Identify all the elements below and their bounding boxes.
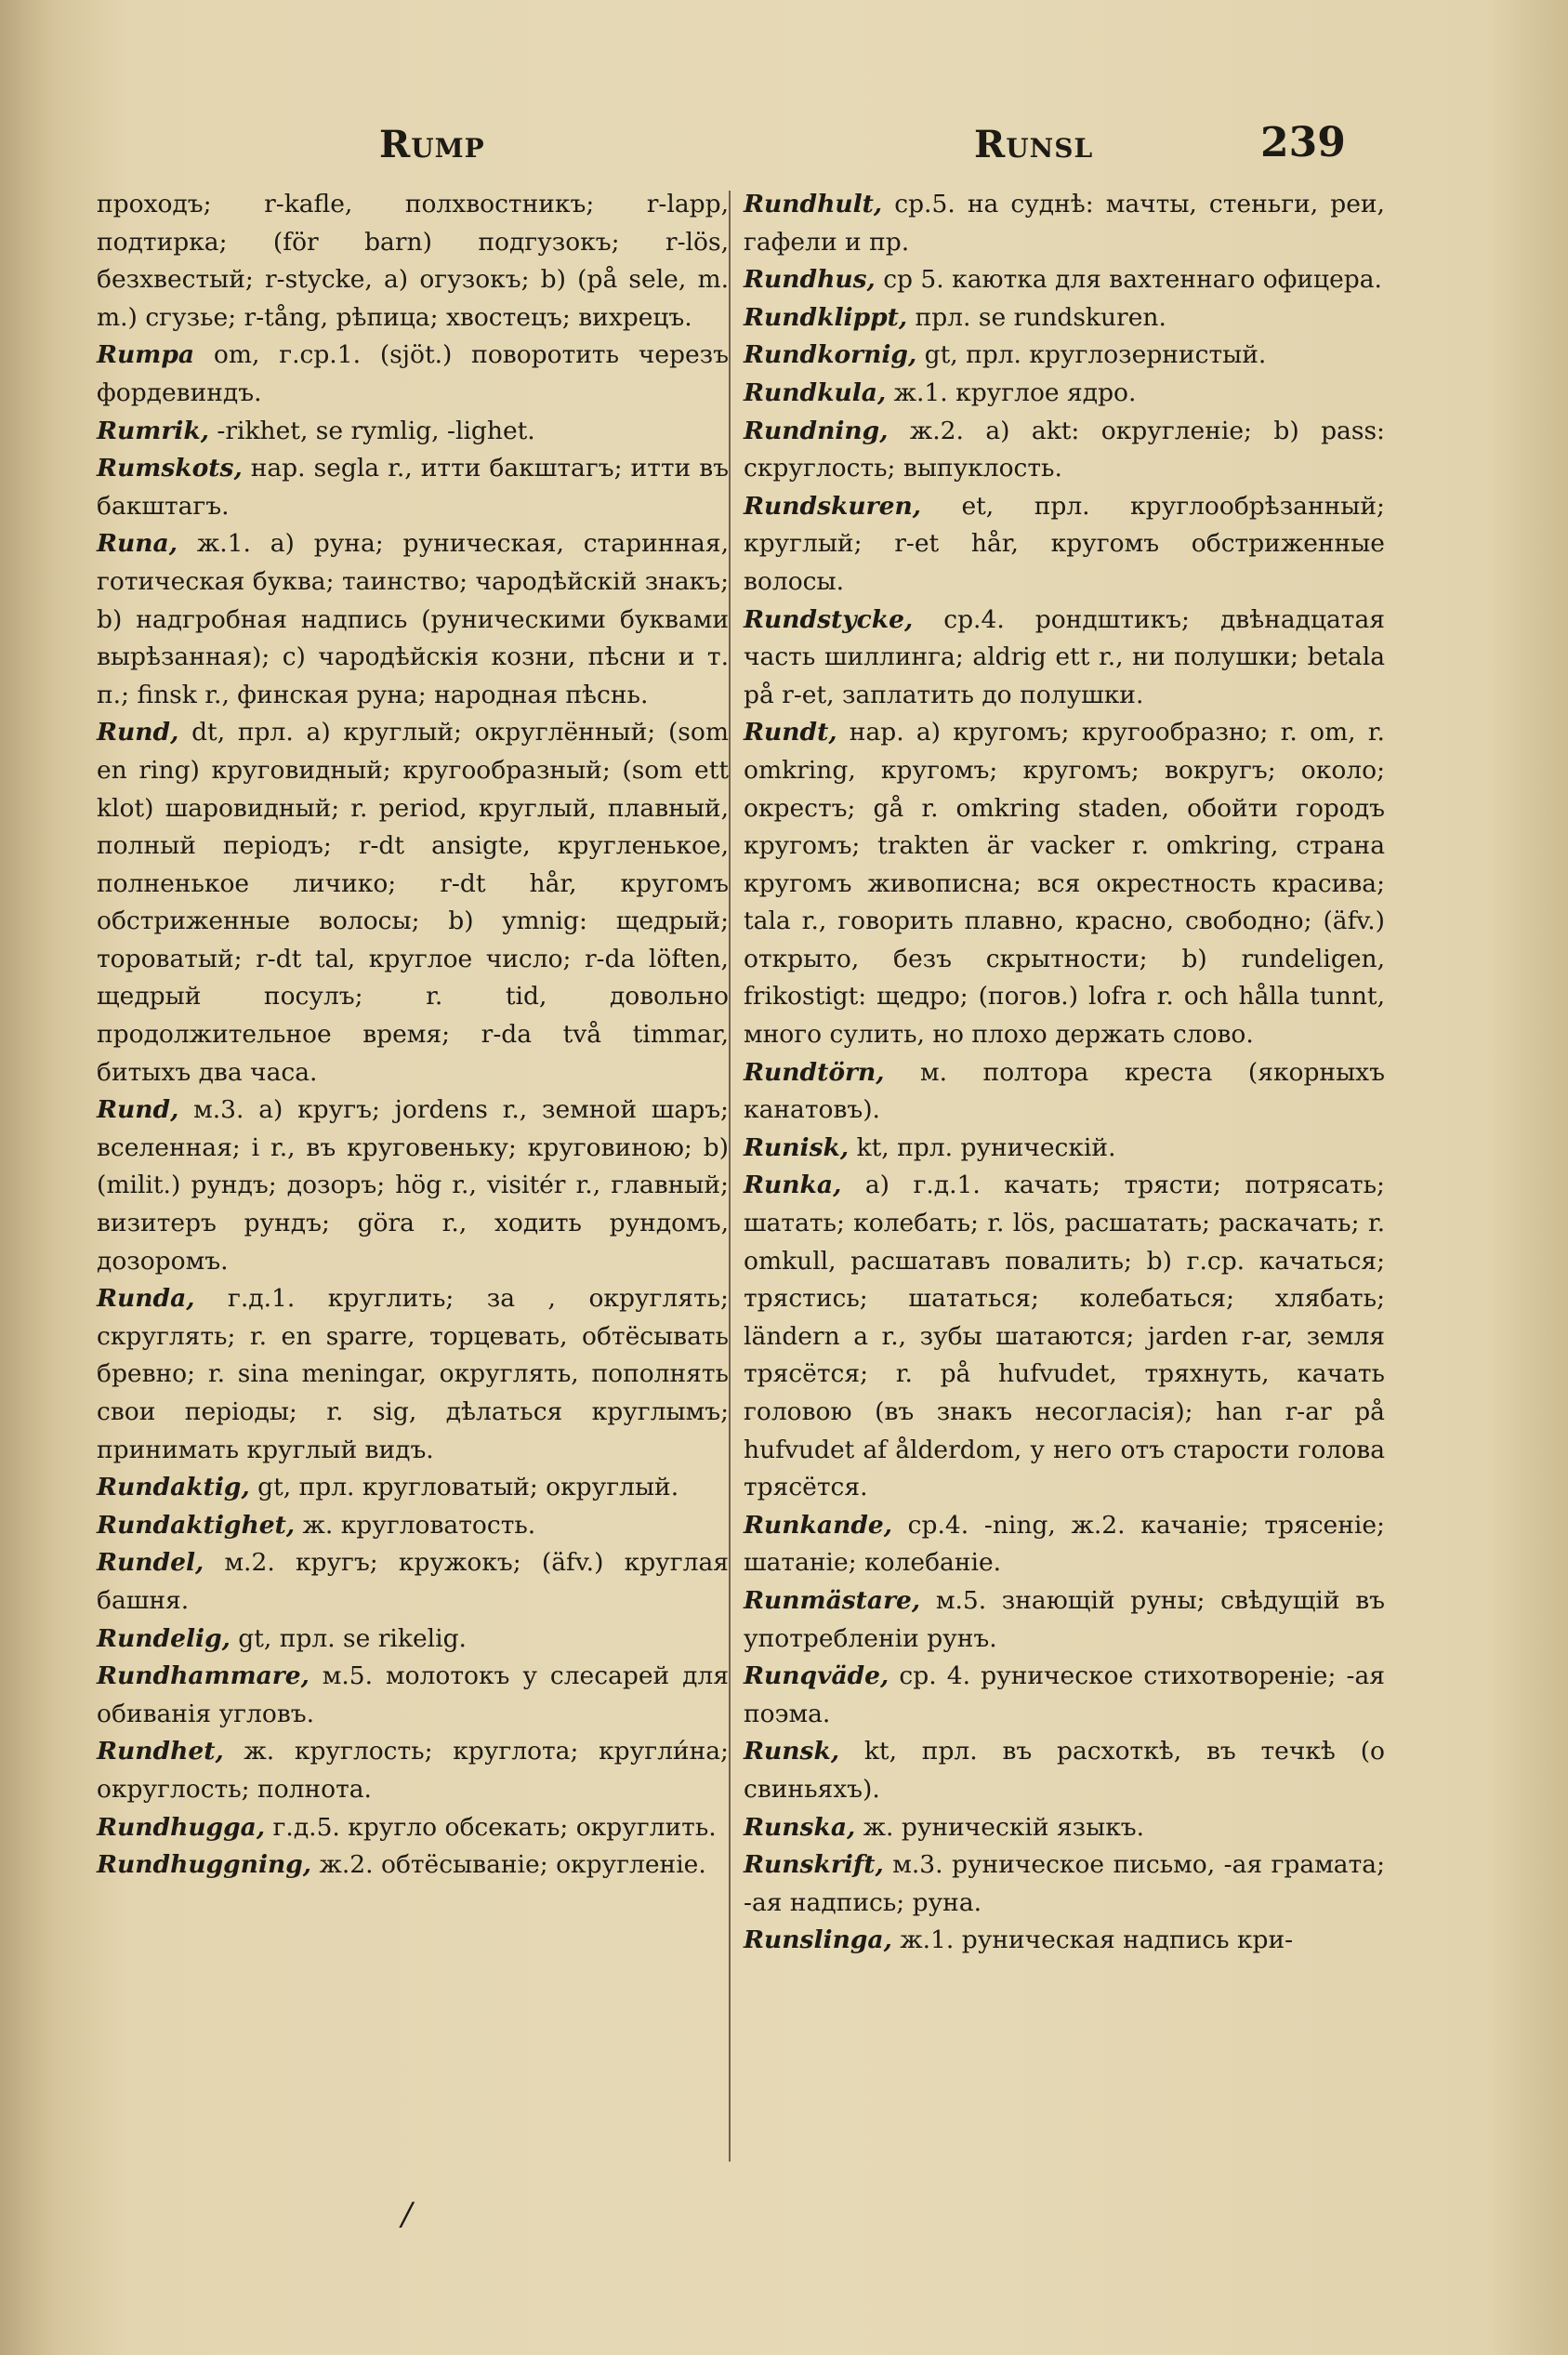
dictionary-entry: [97, 450, 729, 525]
entry-headword: Rumskots,: [97, 454, 243, 483]
entry-headword: Rundhammare,: [97, 1661, 310, 1691]
dictionary-entry: [97, 1733, 729, 1808]
entry-definition: ср.5. на суднѣ: мачты, стеньги, реи, гафели и пр.: [744, 190, 1385, 257]
page-number: 239: [1260, 119, 1346, 166]
dictionary-entry: [744, 1733, 1385, 1808]
entry-definition: a) г.д.1. качать; трясти; потрясать; шатать; колебать; r. lös, расшатать; раскачать; r. omkull, расшатавъ повалить; b) г.ср. качаться; трястись; шататься; колебаться; хлябать; ländern а r., зубы шатаются; jarden r-ar, земля трясётся; r. på hufvudet, тряхнуть, качать головою (въ знакъ несогласія); han r-ar på hufvudet af ålderdom, у него отъ старости голова трясётся.: [744, 1171, 1385, 1502]
entry-definition: г.д.1. круглить; за , округлять; скруглять; r. en sparre, торцевать, обтёсывать бревно; r. sina meningar, округлять, пополнять свои періоды; r. sig, дѣлаться круглымъ; принимать круглый видъ.: [97, 1284, 729, 1464]
dictionary-entry: [744, 714, 1385, 1053]
entry-definition: нар. a) кругомъ; кругообразно; r. om, r. omkring, кругомъ; кругомъ; вокругъ; около; окрестъ; gå r. omkring staden, обойти городъ кругомъ; trakten är vacker r. omkring, страна кругомъ живописна; вся окрестность красива; tala r., говорить плавно, красно, свободно; (äfv.) открыто, безъ скрытности; b) rundeligen, frikostigt: щедро; (погов.) lofra r. och hålla tunnt, много сулить, но плохо держать слово.: [744, 718, 1385, 1050]
entry-headword: Runda,: [97, 1284, 195, 1314]
entry-headword: Rumpa: [97, 340, 195, 370]
entry-headword: Runslinga,: [744, 1925, 892, 1955]
entry-headword: Rundning,: [744, 416, 889, 445]
entry-headword: Rundskuren,: [744, 491, 921, 521]
entry-definition: -rikhet, se rymlig, -lighet.: [217, 416, 535, 445]
entry-definition: kt, прл. руническій.: [856, 1132, 1116, 1162]
entry-headword: Rundhult,: [744, 190, 883, 218]
entry-headword: Rundhuggning,: [97, 1850, 312, 1880]
entry-definition: ж.1. круглое ядро.: [893, 377, 1137, 407]
running-head: [0, 113, 1568, 169]
right-column: [744, 186, 1385, 1960]
entry-headword: Runka,: [744, 1171, 842, 1200]
entry-definition: dt, прл. a) круглый; округлённый; (som en ring) круговидный; кругообразный; (som ett klot) шаровидный; r. period, круглый, плавный, полный періодъ; r-dt ansigte, кругленькое, полненькое личико; r-dt hår, кругомъ обстриженные волосы; b) ymnig: щедрый; тороватый; r-dt tal, круглое число; r-da löften, щедрый посулъ; r. tid, довольно продолжительное время; r-da två timmar, битыхъ два часа.: [97, 718, 729, 1087]
entry-headword: Runskrift,: [744, 1850, 884, 1880]
entry-headword: Runqväde,: [744, 1661, 889, 1691]
column-divider: [729, 191, 731, 2162]
entry-headword: Rundt,: [744, 718, 837, 748]
entry-definition: г.д.5. кругло обсекать; округлить.: [272, 1812, 717, 1842]
entry-headword: Rundhus,: [744, 265, 876, 295]
running-head-left: Rump: [379, 123, 485, 166]
entry-headword: Rumrik,: [97, 416, 209, 445]
dictionary-entry: [744, 488, 1385, 602]
dictionary-entry: [97, 1092, 729, 1280]
dictionary-entry: [744, 186, 1385, 261]
dictionary-entry: [97, 525, 729, 714]
dictionary-entry: [744, 375, 1385, 413]
entry-headword: Runska,: [744, 1812, 856, 1842]
entry-definition: gt, прл. круглозернистый.: [924, 340, 1267, 370]
entry-headword: Rundkula,: [744, 377, 887, 407]
dictionary-entry: [97, 1621, 729, 1659]
running-head-right: Runsl: [974, 123, 1094, 166]
entry-definition: м.3. a) кругъ; jordens r., земной шаръ; вселенная; i r., въ круговеньку; круговиною; b) (milit.) рундъ; дозоръ; hög r., visitér r., главный; визитеръ рундъ; göra r., ходить рундомъ, дозоромъ.: [97, 1095, 729, 1276]
entry-definition: проходъ; r-kafle, полхвостникъ; r-lapp, подтирка; (för barn) подгузокъ; r-lös, безхвестый; r-stycke, a) огузокъ; b) (på sele, m. m.) сгузье; r-tång, рѣпица; хвостецъ; вихрецъ.: [97, 190, 729, 332]
entry-definition: ж.1. руническая надпись кри-: [900, 1925, 1294, 1955]
entry-definition: м.3. руническое письмо, -ая грамата; -ая надпись; руна.: [744, 1850, 1385, 1917]
dictionary-entry: [97, 1809, 729, 1847]
entry-headword: Runsk,: [744, 1737, 840, 1766]
entry-definition: нар. segla r., итти бакштагъ; итти въ бакштагъ.: [97, 454, 729, 521]
dictionary-entry: [97, 1507, 729, 1545]
dictionary-entry: [744, 1054, 1385, 1130]
dictionary-entry: [97, 1280, 729, 1469]
entry-definition: ж.2. обтёсываніе; округленіе.: [319, 1850, 706, 1880]
entry-definition: м.2. кругъ; кружокъ; (äfv.) круглая башня.: [97, 1548, 729, 1615]
entry-definition: et, прл. круглообрѣзанный; круглый; r-et hår, кругомъ обстриженные волосы.: [744, 491, 1385, 596]
entry-definition: om, г.ср.1. (sjöt.) поворотить черезъ фордевиндъ.: [97, 340, 729, 407]
entry-headword: Rundstycke,: [744, 604, 914, 634]
dictionary-entry: [744, 1658, 1385, 1733]
entry-definition: ж.2. a) akt: округленіе; b) pass: скруглость; выпуклость.: [744, 416, 1385, 483]
entry-definition: м.5. молотокъ у слесарей для обиванія угловъ.: [97, 1661, 729, 1728]
dictionary-entry: [744, 299, 1385, 337]
entry-definition: м. полтора креста (якорныхъ канатовъ).: [744, 1057, 1385, 1125]
entry-definition: ж.1. a) руна; руническая, старинная, готическая буква; таинство; чародѣйскій знакъ; b) надгробная надпись (руническими буквами вырѣзанная); c) чародѣйскія козни, пѣсни и т. п.; finsk r., финская руна; народная пѣснь.: [97, 529, 729, 709]
dictionary-entry: [97, 413, 729, 451]
dictionary-entry: [744, 1582, 1385, 1658]
dictionary-entry: [744, 1167, 1385, 1506]
entry-definition: прл. se rundskuren.: [915, 302, 1166, 332]
dictionary-entry: [744, 1922, 1385, 1960]
entry-definition: ср. 4. руническое стихотвореніе; -ая поэма.: [744, 1661, 1385, 1728]
entry-headword: Rund,: [97, 1095, 179, 1125]
entry-headword: Rundhet,: [97, 1737, 224, 1766]
dictionary-entry: [744, 602, 1385, 715]
entry-headword: Rundaktig,: [97, 1473, 250, 1502]
footer-mark: /: [402, 2196, 413, 2233]
dictionary-entry: [97, 1544, 729, 1620]
entry-headword: Rundklippt,: [744, 302, 908, 332]
entry-definition: gt, прл. se rikelig.: [238, 1623, 467, 1653]
dictionary-entry: [744, 1846, 1385, 1922]
entry-definition: ср.4. -ning, ж.2. качаніе; трясеніе; шатаніе; колебаніе.: [744, 1510, 1385, 1578]
entry-definition: gt, прл. кругловатый; округлый.: [257, 1473, 679, 1502]
dictionary-entry: [97, 1469, 729, 1507]
dictionary-entry: [744, 1507, 1385, 1582]
dictionary-entry: [744, 413, 1385, 488]
entry-headword: Rund,: [97, 718, 179, 748]
entry-headword: Runmästare,: [744, 1585, 921, 1615]
entry-definition: ж. руническій языкъ.: [863, 1812, 1145, 1842]
entry-headword: Rundhugga,: [97, 1812, 266, 1842]
dictionary-entry: [97, 337, 729, 412]
entry-headword: Runkande,: [744, 1510, 892, 1540]
entry-headword: Runisk,: [744, 1132, 850, 1162]
entry-headword: Rundaktighet,: [97, 1510, 296, 1540]
left-column: [97, 186, 729, 1885]
dictionary-entry: [97, 714, 729, 1092]
dictionary-entry: [744, 1809, 1385, 1847]
entry-headword: Rundel,: [97, 1548, 204, 1578]
entry-headword: Rundelig,: [97, 1623, 231, 1653]
entry-definition: kt, прл. въ расхоткѣ, въ течкѣ (о свиньяхъ).: [744, 1737, 1385, 1804]
entry-definition: м.5. знающій руны; свѣдущій въ употребленіи рунъ.: [744, 1585, 1385, 1653]
entry-headword: Runa,: [97, 529, 178, 559]
dictionary-entry: [97, 186, 729, 337]
entry-definition: ср.4. рондштикъ; двѣнадцатая часть шиллинга; aldrig ett r., ни полушки; betala på r-et, заплатить до полушки.: [744, 604, 1385, 709]
entry-headword: Rundkornig,: [744, 340, 917, 370]
dictionary-entry: [97, 1658, 729, 1733]
dictionary-entry: [744, 337, 1385, 375]
entry-headword: Rundtörn,: [744, 1057, 885, 1087]
dictionary-entry: [97, 1846, 729, 1885]
entry-definition: ж. круглость; круглота; кругли́на; округлость; полнота.: [97, 1737, 729, 1804]
entry-definition: ж. кругловатость.: [302, 1510, 536, 1540]
entry-definition: ср 5. каютка для вахтеннаго офицера.: [883, 265, 1382, 295]
dictionary-entry: [744, 1130, 1385, 1168]
dictionary-entry: [744, 261, 1385, 299]
